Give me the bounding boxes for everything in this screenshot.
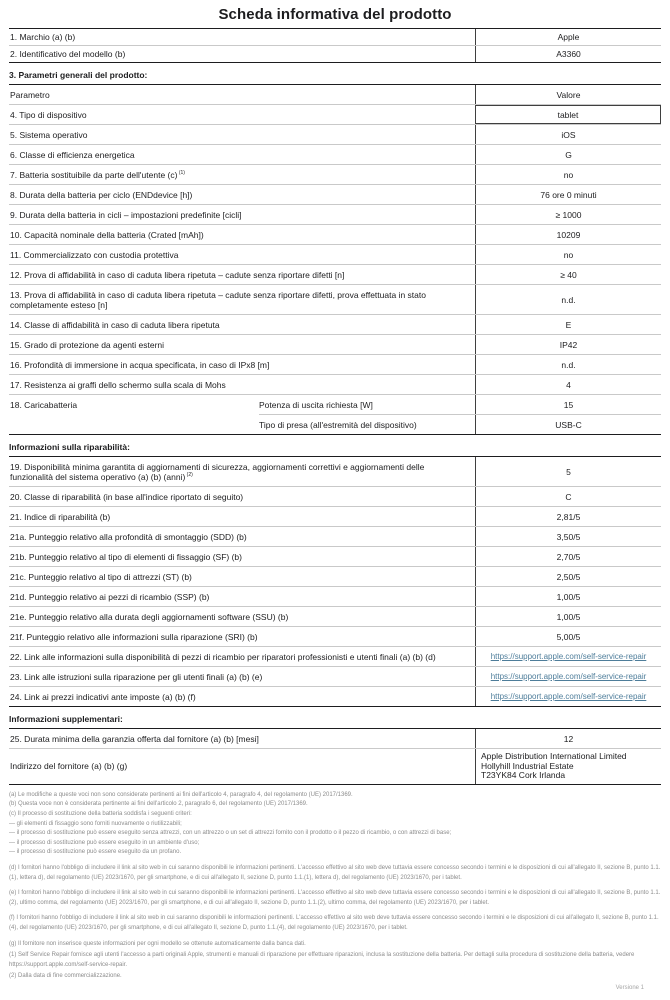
row-label-text: 23. Link alle istruzioni sulla riparazione per gli utenti finali (a) (b) (e) [10, 671, 263, 682]
identity-table [9, 28, 661, 63]
table-row [9, 29, 661, 46]
row-label-text: 14. Classe di affidabilità in caso di caduta libera ripetuta [10, 319, 220, 330]
supplementary-table [9, 728, 661, 785]
row-label [9, 315, 475, 334]
footnotes [9, 791, 661, 982]
row-value: IP42 [475, 335, 661, 354]
table-row [9, 225, 661, 245]
row-value: 2,50/5 [475, 567, 661, 586]
row-label [9, 335, 475, 354]
footnote-reference: (2) [185, 471, 193, 478]
row-label [9, 265, 475, 284]
row-value [475, 749, 661, 784]
table-row [9, 567, 661, 587]
row-value: 3,50/5 [475, 527, 661, 546]
charger-subvalue: 15 [475, 395, 661, 414]
row-label [9, 46, 475, 62]
row-label [9, 627, 475, 646]
row-value: G [475, 145, 661, 164]
row-label-text: 1. Marchio (a) (b) [10, 32, 76, 42]
table-row [9, 375, 661, 395]
table-row [9, 457, 661, 487]
row-value: no [475, 245, 661, 264]
repair-link[interactable]: https://support.apple.com/self-service-repair [490, 671, 647, 681]
row-label-text: 9. Durata della batteria in cicli – impostazioni predefinite [cicli] [10, 209, 242, 220]
row-label [9, 185, 475, 204]
row-label-text: 6. Classe di efficienza energetica [10, 149, 135, 160]
table-row [9, 507, 661, 527]
footnote-line: (a) Le modifiche a queste voci non sono considerate pertinenti ai fini dell'articolo 4, paragrafo 4, del regolamento (UE) 2017/1369. [9, 791, 353, 798]
row-value: 12 [475, 729, 661, 748]
row-value: n.d. [475, 285, 661, 314]
table-row [9, 145, 661, 165]
row-value: 1,00/5 [475, 587, 661, 606]
section-heading-repair: Informazioni sulla riparabilità: [9, 442, 130, 452]
charger-subrow [259, 395, 661, 415]
row-value: ≥ 40 [475, 265, 661, 284]
supplier-address-line: Hollyhill Industrial Estate [481, 760, 574, 771]
column-header-parametro: Parametro [10, 89, 50, 100]
page-title: Scheda informativa del prodotto [218, 6, 452, 23]
table-row [9, 587, 661, 607]
row-label [9, 567, 475, 586]
row-value: 10209 [475, 225, 661, 244]
row-label-text: 7. Batteria sostituibile da parte dell'utente (c) $^{(1)}$ [10, 169, 185, 180]
row-label-text: 22. Link alle informazioni sulla disponibilità di pezzi di ricambio per riparatori professionisti e utenti finali (a) (b) (d) [10, 651, 436, 662]
row-label [9, 285, 475, 314]
row-label [9, 687, 475, 706]
charger-subrows [259, 395, 661, 434]
row-label-text: 17. Resistenza ai graffi dello schermo sulla scala di Mohs [10, 379, 226, 390]
table-row [9, 667, 661, 687]
row-value: no [475, 165, 661, 184]
table-row [9, 607, 661, 627]
row-label: 18. Caricabatteria [10, 400, 78, 410]
row-label-text: 25. Durata minima della garanzia offerta dal fornitore (a) (b) [mesi] [10, 733, 259, 744]
row-value [475, 667, 661, 686]
row-value: ≥ 1000 [475, 205, 661, 224]
row-label [9, 547, 475, 566]
row-label [9, 245, 475, 264]
table-row [9, 285, 661, 315]
row-label [9, 165, 475, 184]
charger-subvalue: USB-C [475, 415, 661, 434]
repair-link[interactable]: https://support.apple.com/self-service-repair [490, 651, 647, 661]
charger-subrow [259, 415, 661, 434]
row-label [9, 667, 475, 686]
row-value: 2,81/5 [475, 507, 661, 526]
row-label [9, 487, 475, 506]
table-row [9, 647, 661, 667]
table-row [9, 335, 661, 355]
version-label: Versione 1 [615, 984, 644, 991]
table-row-charger [9, 395, 661, 434]
footnote-line: (g) Il fornitore non inserisce queste informazioni per ogni modello se ottenute automaticamente dalla banca dati. [9, 940, 306, 947]
table-row [9, 355, 661, 375]
row-label-text: 8. Durata della batteria per ciclo (ENDdevice [h]) [10, 189, 193, 200]
table-row [9, 265, 661, 285]
row-label-text: 21c. Punteggio relativo al tipo di attrezzi (ST) (b) [10, 571, 192, 582]
table-row [9, 205, 661, 225]
row-value: 5,00/5 [475, 627, 661, 646]
row-label-text: 12. Prova di affidabilità in caso di caduta libera ripetuta – cadute senza riportare difetti [n] [10, 269, 345, 280]
table-row [9, 487, 661, 507]
row-label-text: 21f. Punteggio relativo alle informazioni sulla riparazione (SRI) (b) [10, 631, 258, 642]
section-heading-supplementary: Informazioni supplementari: [9, 714, 123, 724]
row-label [9, 205, 475, 224]
supplier-address-line: T23YK84 Cork Irlanda [481, 770, 566, 781]
row-label-text: 5. Sistema operativo [10, 129, 88, 140]
row-value: iOS [475, 125, 661, 144]
device-type-value: tablet [475, 105, 661, 124]
row-value: 2,70/5 [475, 547, 661, 566]
row-label-text: Indirizzo del fornitore (a) (b) (g) [10, 761, 128, 772]
row-label-text: 4. Tipo di dispositivo [10, 109, 87, 120]
table-header-row [9, 85, 661, 105]
row-label-text: 15. Grado di protezione da agenti esterni [10, 339, 165, 350]
row-label [9, 105, 475, 124]
row-label-text: 2. Identificativo del modello (b) [10, 49, 126, 59]
footnote-line: — il processo di sostituzione può essere eseguito in un ambiente d'uso; [9, 839, 200, 846]
row-label [9, 355, 475, 374]
row-value: 1,00/5 [475, 607, 661, 626]
footnote-reference: (1) [177, 169, 185, 176]
row-label-text: 21. Indice di riparabilità (b) [10, 511, 111, 522]
footnote-line: (b) Questa voce non è considerata pertinente ai fini dell'articolo 2, paragrafo 6, del regolamento (UE) 2017/1369. [9, 801, 308, 808]
row-label [9, 749, 475, 784]
table-row [9, 185, 661, 205]
row-label-text: 11. Commercializzato con custodia protettiva [10, 249, 179, 260]
row-label [9, 729, 475, 748]
row-label-text: 10. Capacità nominale della batteria (Crated [mAh]) [10, 229, 204, 240]
row-label-text: 16. Profondità di immersione in acqua specificata, in caso di IPx8 [m] [10, 359, 270, 370]
footnote-line: (c) Il processo di sostituzione della batteria soddisfa i seguenti criteri: [9, 810, 192, 817]
footnote-line: — il processo di sostituzione può essere eseguito senza attrezzi, con un attrezzo o un set di attrezzi fornito con il prodotto o il pezzo di ricambio, o con attrezzi di base; [9, 830, 452, 837]
table-row [9, 46, 661, 62]
row-label [9, 527, 475, 546]
row-label [9, 587, 475, 606]
row-value: Apple [475, 29, 661, 45]
table-row [9, 315, 661, 335]
row-label-text: 21a. Punteggio relativo alla profondità di smontaggio (SDD) (b) [10, 531, 247, 542]
row-label-text: 21e. Punteggio relativo alla durata degli aggiornamenti software (SSU) (b) [10, 611, 289, 622]
table-row [9, 125, 661, 145]
row-label-text: 20. Classe di riparabilità (in base all'indice riportato di seguito) [10, 491, 244, 502]
footnote-line: — il processo di sostituzione può essere eseguito da un profano. [9, 849, 182, 856]
row-value: 5 [475, 457, 661, 486]
table-row [9, 165, 661, 185]
row-label [9, 607, 475, 626]
general-parameters-table [9, 84, 661, 435]
row-value: A3360 [475, 46, 661, 62]
repair-link[interactable]: https://support.apple.com/self-service-repair [490, 691, 647, 701]
row-label [9, 375, 475, 394]
table-row [9, 527, 661, 547]
row-value [475, 647, 661, 666]
supplier-address-line: Apple Distribution International Limited [481, 751, 627, 761]
footnote-line: (e) I fornitori hanno l'obbligo di includere il link al sito web in cui saranno disponibili le informazioni pertinenti. L'accesso effettivo al sito web deve tuttavia essere concesso secondo i termini e le disposizioni di cui all'allegato II, sezione B, punto 1.1.(2), ultimo comma, del regolamento (UE) 2023/1670, per gli smartphone, e di cui all'allegato II, sezione D, punto 1.1.(2), ultimo comma, del regolamento (UE) 2023/1670, per i tablet. [9, 890, 661, 906]
table-row [9, 245, 661, 265]
row-label [9, 647, 475, 666]
row-label [9, 225, 475, 244]
row-value: n.d. [475, 355, 661, 374]
row-label-text: 19. Disponibilità minima garantita di aggiornamenti di sicurezza, aggiornamenti correttivi e aggiornamenti delle funzionalità del sistema operativo (a) (b) (anni) $^{(2)}$ [10, 461, 425, 482]
row-label-text: 21d. Punteggio relativo ai pezzi di ricambio (SSP) (b) [10, 591, 210, 602]
charger-sublabel: Potenza di uscita richiesta [W] [259, 399, 373, 410]
row-value: C [475, 487, 661, 506]
column-header-valore: Valore [475, 85, 661, 104]
footnote-line: (2) Dalla data di fine commercializzazione. [9, 973, 122, 980]
row-label [9, 29, 475, 45]
row-value: E [475, 315, 661, 334]
footnote-line: (f) I fornitori hanno l'obbligo di includere il link al sito web in cui saranno disponibili le informazioni pertinenti. L'accesso effettivo al sito web deve tuttavia essere concesso secondo i termini e le disposizioni di cui all'allegato II, sezione B, punto 1.1.(4), del regolamento (UE) 2023/1670, per gli smartphone, e di cui all'allegato II, sezione D, punto 1.1.(4), del regolamento (UE) 2023/1670, per i tablet. [9, 915, 659, 931]
row-label-text: 13. Prova di affidabilità in caso di caduta libera ripetuta – cadute senza riportare difetti, prova effettuata in stato completamente esteso [n] [10, 289, 426, 310]
repairability-table [9, 456, 661, 707]
row-label-text: 24. Link ai prezzi indicativi ante imposte (a) (b) (f) [10, 691, 196, 702]
table-row [9, 729, 661, 749]
row-label [9, 125, 475, 144]
table-row [9, 687, 661, 706]
table-row [9, 105, 661, 125]
footnote-line: (1) Self Service Repair fornisce agli utenti l'accesso a parti originali Apple, strumenti e manuali di riparazione per effettuare riparazioni, inclusa la sostituzione della batteria. Per dettagli sulla procedura di sostituzione della batteria, vedere https://support.apple.com/self-service-repair. [9, 952, 635, 968]
table-row [9, 749, 661, 784]
table-row [9, 627, 661, 647]
row-value: 76 ore 0 minuti [475, 185, 661, 204]
section-heading-general: 3. Parametri generali del prodotto: [9, 70, 148, 80]
row-label-text: 21b. Punteggio relativo al tipo di elementi di fissaggio (SF) (b) [10, 551, 242, 562]
charger-sublabel: Tipo di presa (all'estremità del dispositivo) [259, 419, 417, 430]
row-value [475, 687, 661, 706]
table-row [9, 547, 661, 567]
footnote-line: — gli elementi di fissaggio sono forniti nuovamente o riutilizzabili; [9, 820, 182, 827]
row-label [9, 507, 475, 526]
row-label [9, 145, 475, 164]
footnote-line: (d) I fornitori hanno l'obbligo di includere il link al sito web in cui saranno disponibili le informazioni pertinenti. L'accesso effettivo al sito web deve tuttavia essere concesso secondo i termini e le disposizioni di cui all'allegato II, sezione B, punto 1.1.(1), lettera d), del regolamento (UE) 2023/1670, per gli smartphone, e di cui all'allegato II, sezione D, punto 1.1.(1), lettera d), del regolamento (UE) 2023/1670, per i tablet. [9, 864, 661, 881]
row-value: 4 [475, 375, 661, 394]
row-label [9, 457, 475, 486]
